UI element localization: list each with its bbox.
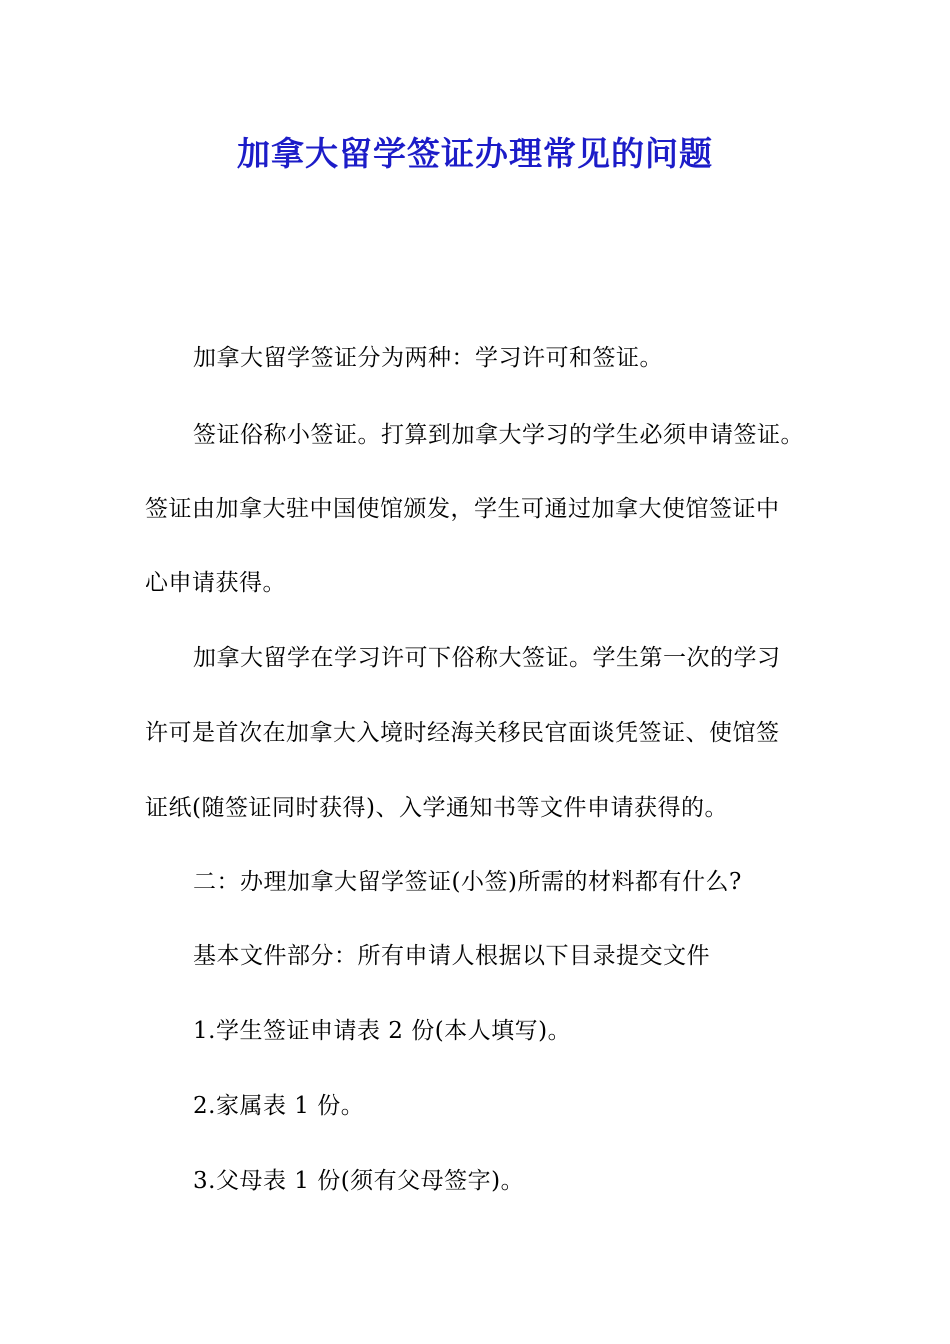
paragraph-line: 心申请获得。 xyxy=(145,570,286,596)
paragraph-line: 许可是首次在加拿大入境时经海关移民官面谈凭签证、使馆签 xyxy=(145,720,780,746)
document-title: 加拿大留学签证办理常见的问题 xyxy=(237,134,713,173)
paragraph-line: 基本文件部分：所有申请人根据以下目录提交文件 xyxy=(193,943,710,969)
list-item: 3.父母表 1 份(须有父母签字)。 xyxy=(193,1168,525,1194)
paragraph-line: 二：办理加拿大留学签证(小签)所需的材料都有什么? xyxy=(193,869,742,895)
list-item: 1.学生签证申请表 2 份(本人填写)。 xyxy=(193,1018,572,1044)
paragraph-line: 签证俗称小签证。打算到加拿大学习的学生必须申请签证。 xyxy=(193,422,804,448)
paragraph-line: 证纸(随签证同时获得)、入学通知书等文件申请获得的。 xyxy=(145,795,728,821)
paragraph-line: 加拿大留学签证分为两种：学习许可和签证。 xyxy=(193,345,663,371)
list-item: 2.家属表 1 份。 xyxy=(193,1093,365,1119)
paragraph-line: 加拿大留学在学习许可下俗称大签证。学生第一次的学习 xyxy=(193,645,781,671)
paragraph-line: 签证由加拿大驻中国使馆颁发，学生可通过加拿大使馆签证中 xyxy=(145,496,780,522)
